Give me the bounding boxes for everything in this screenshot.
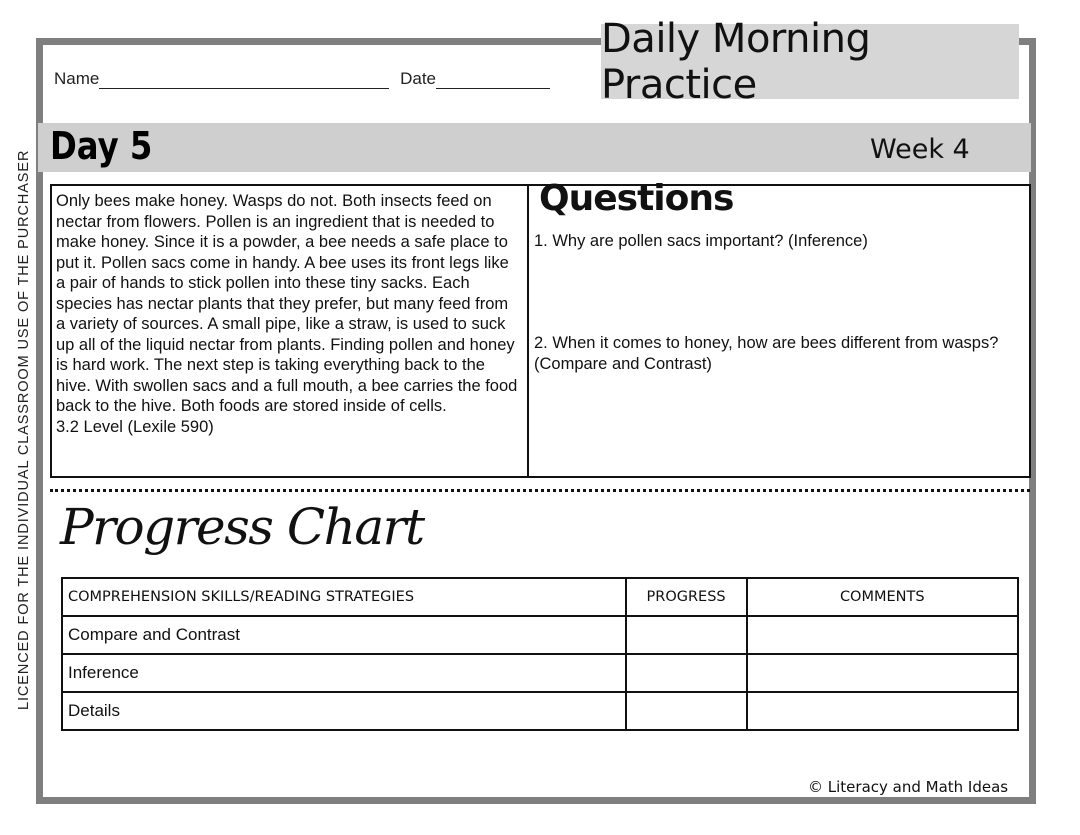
name-field[interactable]: [99, 70, 389, 89]
progress-cell[interactable]: [626, 654, 747, 692]
date-field[interactable]: [436, 70, 550, 89]
reading-passage: [56, 191, 521, 437]
question-2: 2. When it comes to honey, how are bees different from wasps? (Compare and Contrast): [534, 334, 999, 373]
table-row: [62, 654, 1018, 692]
table-header-row: [62, 578, 1018, 616]
title-banner: [601, 15, 1019, 108]
passage-body: Only bees make honey. Wasps do not. Both insects feed on nectar from flowers. Pollen is an ingredient that is needed to make honey. Since it is a powder, a bee needs a safe place to put it. Pollen sacs come in handy. A bee uses its front legs like a pair of hands to stick pollen into these tiny sacks. Each species has nectar plants that they prefer, but many feed from a variety of sources. A small pipe, like a straw, is used to suck up all of the liquid nectar from plants. Finding pollen and honey is hard work. The next step is taking everything back to the hive. With swollen sacs and a full mouth, a bee carries the food back to the hive. Both foods are stored inside of cells.: [56, 192, 518, 415]
date-label: Date: [400, 69, 437, 88]
licence-notice: LICENCED FOR THE INDIVIDUAL CLASSROOM USE OF THE PURCHASER: [16, 149, 32, 710]
passage-level: 3.2 Level (Lexile 590): [56, 417, 214, 436]
comments-cell[interactable]: [747, 654, 1018, 692]
header-comments: COMMENTS: [747, 578, 1018, 616]
comments-cell[interactable]: [747, 616, 1018, 654]
day-label: Day 5: [50, 124, 153, 168]
header-skills: COMPREHENSION SKILLS/READING STRATEGIES: [62, 578, 626, 616]
progress-cell[interactable]: [626, 616, 747, 654]
questions-box: [527, 184, 1031, 478]
progress-chart-table: [61, 577, 1019, 731]
questions-title: Questions: [539, 178, 734, 219]
skill-cell: Compare and Contrast: [62, 616, 626, 654]
page-title: Daily Morning Practice: [601, 15, 871, 108]
week-label: Week 4: [870, 134, 970, 165]
copyright-notice: © Literacy and Math Ideas: [808, 778, 1009, 796]
question-1: 1. Why are pollen sacs important? (Inference): [534, 232, 868, 250]
skill-cell: Details: [62, 692, 626, 730]
comments-cell[interactable]: [747, 692, 1018, 730]
skill-cell: Inference: [62, 654, 626, 692]
header-progress: PROGRESS: [626, 578, 747, 616]
progress-cell[interactable]: [626, 692, 747, 730]
dotted-divider: [50, 489, 1030, 492]
name-label: Name: [54, 69, 100, 88]
name-date-line: [54, 69, 550, 89]
progress-chart-title: Progress Chart: [60, 498, 424, 556]
table-row: [62, 692, 1018, 730]
table-row: [62, 616, 1018, 654]
